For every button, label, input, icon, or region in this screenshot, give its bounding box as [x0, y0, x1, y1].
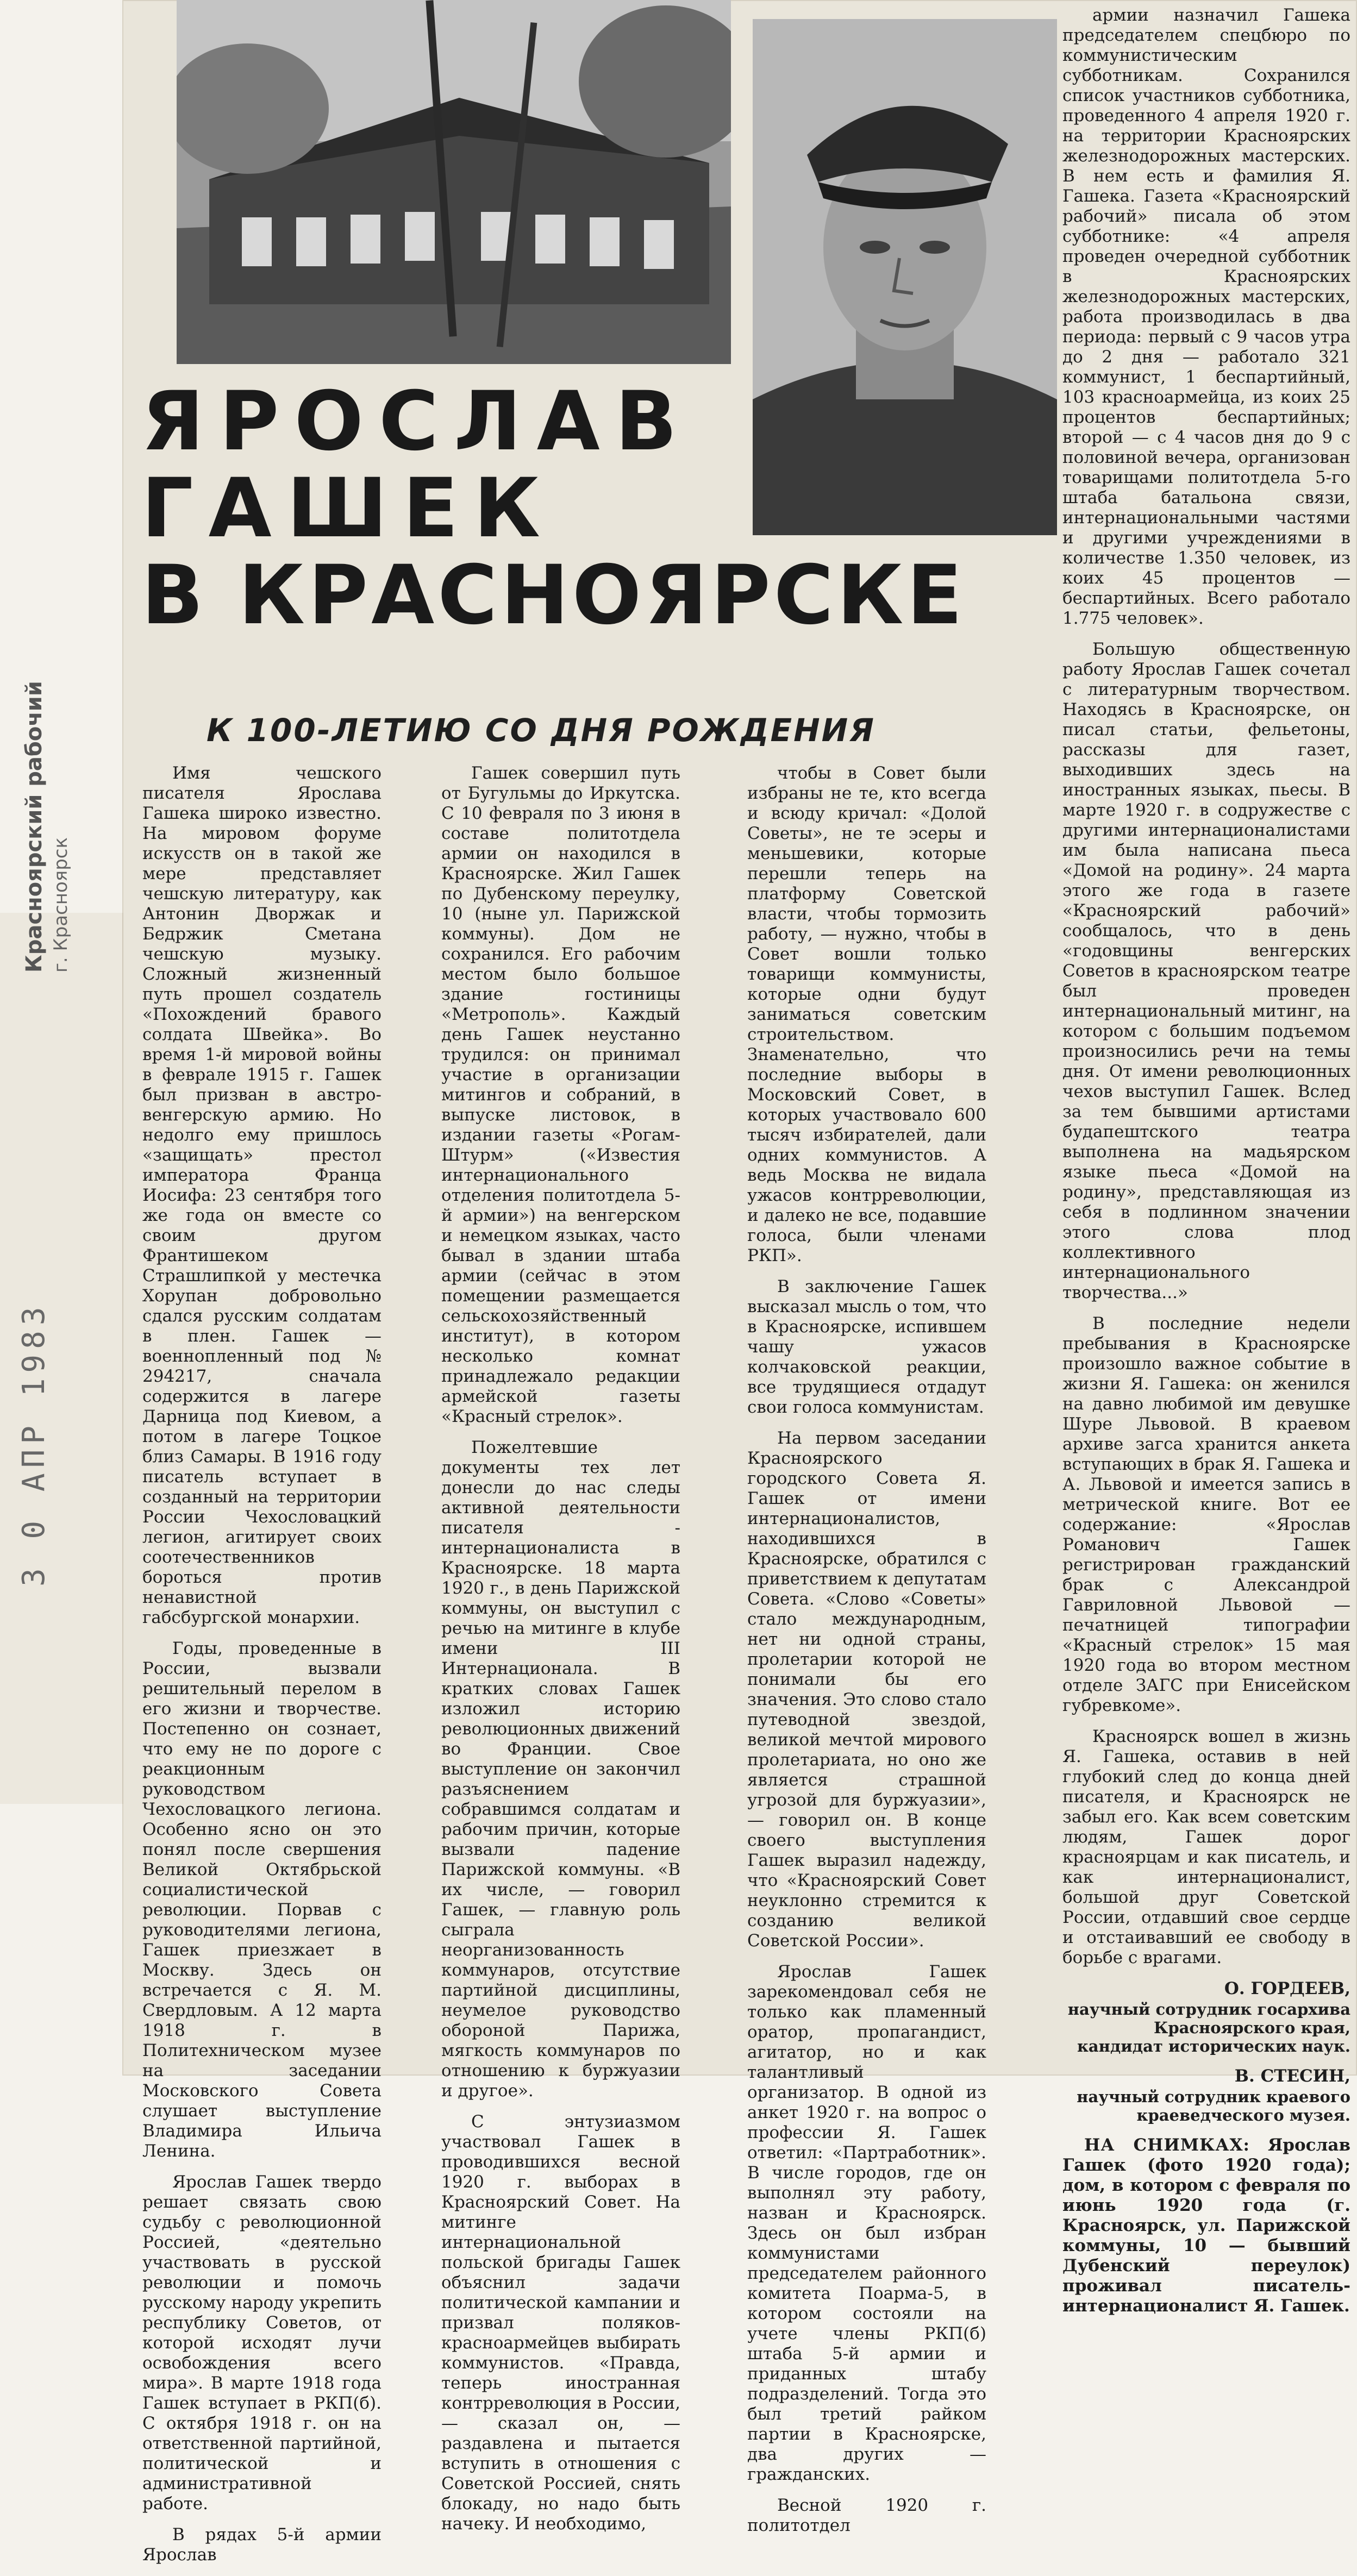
house-photo-image — [177, 0, 731, 364]
col2-paragraph: С энтузиазмом участвовал Гашек в проводившихся весной 1920 г. выборах в Красноярский Совет. На митинге интернациональной польской бригады Гашек объяснил задачи политической кампании и призвал поляков-красноармейцев выбирать коммунистов. «Правда, теперь иностранная контрреволюция в России, — сказал он, — раздавлена и пытается вступить в отношения с Советской Россией, снять блокаду, но надо быть начеку. И необходимо, — [441, 2112, 680, 2534]
col3-paragraph: Ярослав Гашек зарекомендовал себя не только как пламенный оратор, пропагандист, агитатор, но и как талантливый организатор. В одной из анкет 1920 г. на вопрос о профессии Я. Гашек ответил: «Партработник». В числе городов, где он выполнял эту работу, назван и Красноярск. Здесь он был избран коммунистами председателем районного комитета Поарма-5, в котором состояли на учете члены РКП(б) штаба 5-й армии и приданных штабу подразделений. Тогда это был третий райком партии в Красноярске, два других — гражданских. — [747, 1962, 986, 2484]
col1-paragraph: Имя чешского писателя Ярослава Гашека широко известно. На мировом форуме искусств он в такой же мере представляет чешскую литературу, как Антонин Дворжак и Бедржик Сметана чешскую музыку. Сложный жизненный путь прошел создатель «Похождений бравого солдата Швейка». Во время 1-й мировой войны в феврале 1915 г. Гашек был призван в австро-венгерскую армию. Но недолго ему пришлось «защищать» престол императора Франца Иосифа: 23 сентября того же года он вместе со своим другом Франтишеком Страшлипкой у местечка Хорупан добровольно сдался русским солдатам в плен. Гашек — военнопленный под № 294217, сначала содержится в лагере Дарница под Киевом, а потом в лагере Тоцкое близ Самары. В 1916 году писатель вступает в созданный на территории России Чехословацкий легион, агитирует своих соотечественников бороться против ненавистной габсбургской монархии. — [142, 763, 382, 1627]
column-3 — [747, 763, 986, 2547]
column-4 — [1062, 5, 1350, 2327]
col4-paragraph: армии назначил Гашека председателем спецбюро по коммунистическим субботникам. Сохранился список участников субботника, проведенного 4 апреля 1920 г. на территории Красноярских железнодорожных мастерских. В нем есть и фамилия Я. Гашека. Газета «Красноярский рабочий» писала об этом субботнике: «4 апреля проведен очередной субботник в Красноярских железнодорожных мастерских, работа производилась в два периода: первый с 9 часов утра до 2 дня — работало 321 коммунист, 1 беспартийный, 103 красноармейца, из коих 25 процентов беспартийных; второй — с 4 часов дня до 9 с половиной вечера, организован товарищами политотдела 5-го штаба батальона связи, интернациональными частями и другими учреждениями в количестве 1.350 человек, из коих 45 процентов — беспартийных. Всего работало 1.775 человек». — [1062, 5, 1350, 628]
source-label — [22, 681, 72, 973]
headline-line-2: ГАШЕК — [141, 461, 556, 556]
author-signature-2: В. СТЕСИН, — [1234, 2066, 1350, 2086]
col3-paragraph: Весной 1920 г. политотдел — [747, 2496, 986, 2535]
author-signature-1: О. ГОРДЕЕВ, — [1224, 1979, 1350, 1998]
col3-paragraph: В заключение Гашек высказал мысль о том, что в Красноярске, испившем чашу ужасов колчаковской реакции, все трудящиеся отдадут свои голоса коммунистам. — [747, 1277, 986, 1417]
headline-line-1: ЯРОСЛАВ — [141, 374, 693, 469]
article-headline — [141, 374, 989, 647]
house-photo — [177, 0, 731, 364]
source-newspaper-name: Красноярский рабочий — [22, 681, 47, 973]
col2-paragraph: Пожелтевшие документы тех лет донесли до нас следы активной деятельности писателя - интернационалиста в Красноярске. 18 марта 1920 г., в день Парижской коммуны, он выступил с речью на митинге в клубе имени III Интернационала. В кратких словах Гашек изложил историю революционных движений во Франции. Свое выступление он закончил разъяснением собравшимся солдатам и рабочим причин, которые вызвали падение Парижской коммуны. «В их числе, — говорил Гашек, — главную роль сыграла неорганизованность коммунаров, отсутствие партийной дисциплины, неумелое руководство обороной Парижа, мягкость коммунаров по отношению к буржуазии и другое». — [441, 1438, 680, 2101]
col4-paragraph: Большую общественную работу Ярослав Гашек сочетал с литературным творчеством. Находясь в Красноярске, он писал статьи, фельетоны, рассказы для газет, выходивших здесь на иностранных языках, пьесы. В марте 1920 г. в содружестве с другими интернационалистами им была написана пьеса «Домой на родину». 24 марта этого же года в газете «Красноярский рабочий» сообщалось, что в день «годовщины венгерских Советов в красноярском театре был проведен интернациональный митинг, на котором с большим подъемом произносились речи на темы дня. От имени революционных чехов выступил Гашек. Вслед за тем бывшими артистами будапештского театра выполнена на мадьярском языке пьеса «Домой на родину», представляющая из себя в подлинном значении этого слова плод коллективного интернационального творчества...» — [1062, 640, 1350, 1302]
column-1 — [142, 763, 382, 2576]
col2-paragraph: Гашек совершил путь от Бугульмы до Иркутска. С 10 февраля по 3 июня в составе политотдела армии он находился в Красноярске. Жил Гашек по Дубенскому переулку, 10 (ныне ул. Парижской коммуны). Дом не сохранился. Его рабочим местом было большое здание гостиницы «Метрополь». Каждый день Гашек неустанно трудился: он принимал участие в организации митингов и собраний, в выпуске листовок, в издании газеты «Рогам-Штурм» («Известия интернационального отделения политотдела 5-й армии») на венгерском и немецком языках, часто бывал в здании штаба армии (сейчас в этом помещении размещается сельскохозяйственный институт), в котором несколько комнат принадлежало редакции армейской газеты «Красный стрелок». — [441, 763, 680, 1426]
headline-line-3: В КРАСНОЯРСКЕ — [141, 548, 966, 643]
author-title-2: научный сотрудник краевого краеведческого музея. — [1077, 2088, 1350, 2124]
col1-paragraph: Годы, проведенные в России, вызвали решительный перелом в его жизни и творчестве. Постепенно он сознает, что ему не по дороге с реакционным руководством Чехословацкого легиона. Особенно ясно он это понял после свершения Великой Октябрьской социалистической революции. Порвав с руководителями легиона, Гашек приезжает в Москву. Здесь он встречается с Я. М. Свердловым. А 12 марта 1918 г. в Политехническом музее на заседании Московского Совета слушает выступление Владимира Ильича Ленина. — [142, 1639, 382, 2161]
col1-paragraph: Ярослав Гашек твердо решает связать свою судьбу с революционной Россией, «деятельно участвовать в русской революции и помочь русскому народу укрепить республику Советов, от которой исходят лучи освобождения всего мира». В марте 1918 года Гашек вступает в РКП(б). С октября 1918 г. он на ответственной партийной, политической и административной работе. — [142, 2172, 382, 2514]
source-city: г. Красноярск — [50, 837, 72, 973]
col3-paragraph: На первом заседании Красноярского городского Совета Я. Гашек от имени интернационалистов, находившихся в Красноярске, обратился с приветствием к депутатам Совета. «Слово «Советы» стало международным, нет ни одной страны, пролетарии которой не понимали бы его значения. Это слово стало путеводной звездой, великой мечтой мирового пролетариата, но оно же является страшной угрозой для буржуазии», — говорил он. В конце своего выступления Гашек выразил надежду, что «Красноярский Совет неуклонно стремится к созданию великой Советской России». — [747, 1428, 986, 1951]
column-2 — [441, 763, 680, 2545]
col3-paragraph: чтобы в Совет были избраны не те, кто всегда и всюду кричал: «Долой Советы», не те эсеры и меньшевики, которые перешли теперь на платформу Советской власти, чтобы тормозить работу, — нужно, чтобы в Совет вошли только товарищи коммунисты, которые одни будут заниматься советским строительством. Знаменательно, что последние выборы в Московский Совет, в которых участвовало 600 тысяч избирателей, дали одних коммунистов. А ведь Москва не видала ужасов контрреволюции, и далеко не все, подавшие голоса, были членами РКП». — [747, 763, 986, 1265]
photo-caption-lead: НА СНИМКАХ: — [1084, 2135, 1250, 2155]
col1-paragraph: В рядах 5-й армии Ярослав — [142, 2525, 382, 2565]
author-title-1: научный сотрудник госархива Красноярского края, кандидат исторических наук. — [1067, 2000, 1350, 2055]
date-stamp: 3 0 АПР 1983 — [16, 1301, 52, 1587]
article-subtitle: К 100-ЛЕТИЮ СО ДНЯ РОЖДЕНИЯ — [207, 712, 876, 749]
col4-paragraph: В последние недели пребывания в Красноярске произошло важное событие в жизни Я. Гашека: он женился на давно любимой им девушке Шуре Львовой. В краевом архиве загса хранится анкета вступающих в брак Я. Гашека и А. Львовой и имеется запись в метрической книге. Вот ее содержание: «Ярослав Романович Гашек регистрирован гражданский брак с Александрой Гавриловной Львовой — печатницей типографии «Красный стрелок» 15 мая 1920 года во втором местном отделе ЗАГС при Енисейском губревкоме». — [1062, 1314, 1350, 1715]
photo-caption — [1062, 2135, 1350, 2316]
photo-caption-text: Ярослав Гашек (фото 1920 года); дом, в котором с февраля по июнь 1920 года (г. Красноярск, ул. Парижской коммуны, 10 — бывший Дубенский переулок) проживал писатель-интернационалист Я. Гашек. — [1062, 2135, 1351, 2316]
col4-paragraph: Красноярск вошел в жизнь Я. Гашека, оставив в ней глубокий след до конца дней писателя, и Красноярск не забыл его. Как всем советским людям, Гашек дорог красноярцам и как писатель, и как интернационалист, большой друг Советской России, отдавший свое сердце и отстаивавший ее свободу в борьбе с врагами. — [1062, 1727, 1350, 1967]
